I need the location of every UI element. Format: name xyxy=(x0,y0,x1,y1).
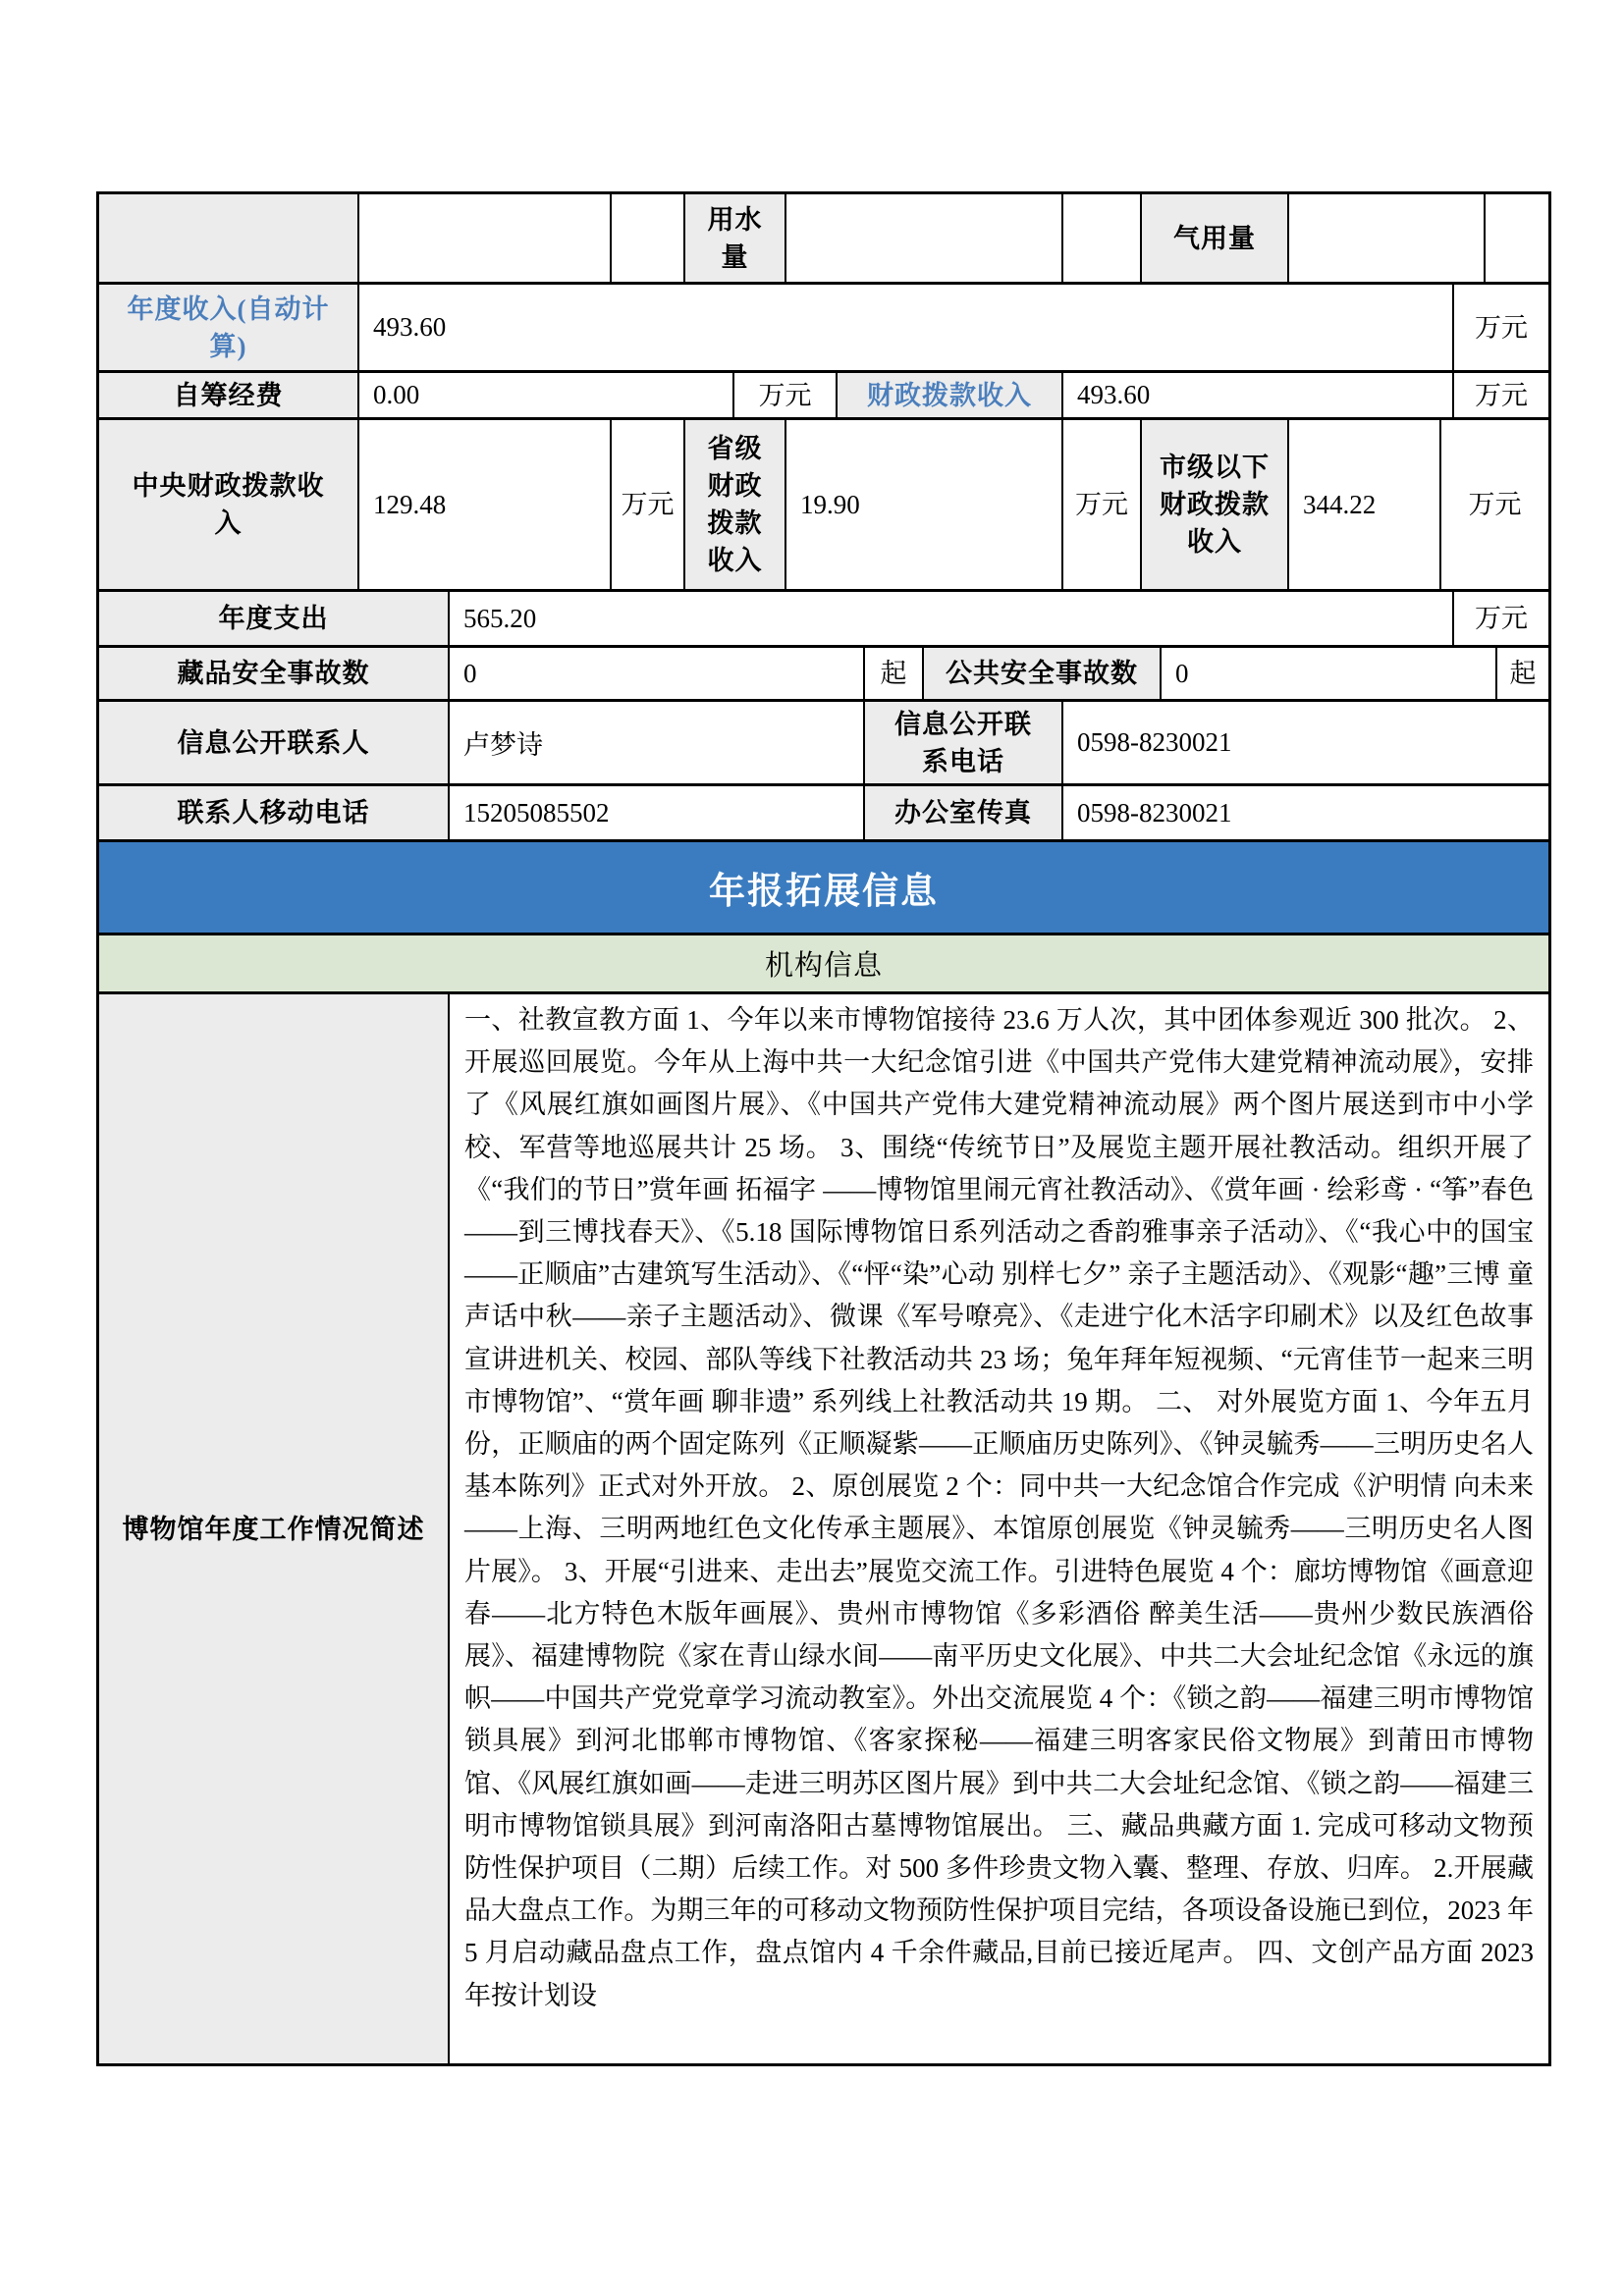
central-fiscal-income-unit: 万元 xyxy=(612,420,685,589)
contact-mobile-phone-value: 15205085502 xyxy=(450,786,865,839)
utilities-empty-label-cell xyxy=(99,194,359,282)
table-row-utilities xyxy=(99,194,1548,285)
central-fiscal-income-value: 129.48 xyxy=(359,420,612,589)
annual-income-label xyxy=(99,285,359,370)
collection-safety-accidents-value: 0 xyxy=(450,648,865,699)
annual-income-value: 493.60 xyxy=(359,285,1454,370)
self-raised-funds-value: 0.00 xyxy=(359,373,734,417)
table-row-mobile-fax xyxy=(99,786,1548,842)
table-row-info-contact xyxy=(99,702,1548,786)
sub-municipal-fiscal-income-label xyxy=(1142,420,1289,589)
collection-safety-accidents-unit: 起 xyxy=(865,648,924,699)
gas-usage-label-text: 气用量 xyxy=(1173,223,1256,253)
info-disclosure-contact-label: 信息公开联系人 xyxy=(99,702,450,783)
provincial-fiscal-income-value: 19.90 xyxy=(786,420,1063,589)
office-fax-label: 办公室传真 xyxy=(865,786,1063,839)
work-summary-text: 一、社教宣教方面 1、今年以来市博物馆接待 23.6 万人次，其中团体参观近 300 批次。 2、开展巡回展览。今年从上海中共一大纪念馆引进《中国共产党伟大建党精神流动展》，安排了《风展红旗如画图片展》、《中国共产党伟大建党精神流动展》两个图片展送到市中小学校、军营等地巡展共计 25 场。 3、围绕“传统节日”及展览主题开展社教活动。组织开展了《“我们的节日”赏年画 拓福字 ——博物馆里闹元宵社教活动》、《赏年画 · 绘彩鸢 · “筝”春色——到三博找春天》、《5.18 国际博物馆日系列活动之香韵雅事亲子活动》、《“我心中的国宝——正顺庙”古建筑写生活动》、《“怦“染”心动 别样七夕” 亲子主题活动》、《观影“趣”三博 童声话中秋——亲子主题活动》、微课《军号嘹亮》、《走进宁化木活字印刷术》以及红色故事宣讲进机关、校园、部队等线下社教活动共 23 场；兔年拜年短视频、“元宵佳节一起来三明市博物馆”、“赏年画 聊非遗” 系列线上社教活动共 19 期。 二、 对外展览方面 1、今年五月份，正顺庙的两个固定陈列《正顺凝紫——正顺庙历史陈列》、《钟灵毓秀——三明历史名人基本陈列》正式对外开放。 2、原创展览 2 个：同中共一大纪念馆合作完成《沪明情 向未来——上海、三明两地红色文化传承主题展》、本馆原创展览《钟灵毓秀——三明历史名人图片展》。 3、开展“引进来、走出去”展览交流工作。引进特色展览 4 个：廊坊博物馆《画意迎春——北方特色木版年画展》、贵州市博物馆《多彩酒俗 醉美生活——贵州少数民族酒俗展》、福建博物院《家在青山绿水间——南平历史文化展》、中共二大会址纪念馆《永远的旗帜——中国共产党党章学习流动教室》。外出交流展览 4 个：《锁之韵——福建三明市博物馆锁具展》到河北邯郸市博物馆、《客家探秘——福建三明客家民俗文物展》到莆田市博物馆、《风展红旗如画——走进三明苏区图片展》到中共二大会址纪念馆、《锁之韵——福建三明市博物馆锁具展》到河南洛阳古墓博物馆展出。 三、藏品典藏方面 1. 完成可移动文物预防性保护项目（二期）后续工作。对 500 多件珍贵文物入囊、整理、存放、归库。 2.开展藏品大盘点工作。为期三年的可移动文物预防性保护项目完结，各项设备设施已到位，2023 年 5 月启动藏品盘点工作，盘点馆内 4 千余件藏品,目前已接近尾声。 四、文创产品方面 2023 年按计划设 xyxy=(464,1005,1534,2010)
table-row-self-raised xyxy=(99,373,1548,420)
info-disclosure-phone-label-text: 信息公开联系电话 xyxy=(894,709,1032,776)
table-row-work-summary xyxy=(99,994,1548,2063)
info-disclosure-contact-value: 卢梦诗 xyxy=(450,702,865,783)
public-safety-accidents-label: 公共安全事故数 xyxy=(924,648,1162,699)
table-row-fiscal-breakdown xyxy=(99,420,1548,592)
water-usage-label-text: 用水量 xyxy=(707,204,763,272)
annual-income-label-text: 年度收入(自动计算) xyxy=(127,294,330,361)
utilities-empty-unit-cell xyxy=(612,194,685,282)
table-row-annual-income xyxy=(99,285,1548,373)
self-raised-funds-unit: 万元 xyxy=(734,373,838,417)
annual-report-extension-banner: 年报拓展信息 xyxy=(99,842,1548,935)
annual-report-table xyxy=(96,191,1551,2066)
fiscal-allocation-income-unit: 万元 xyxy=(1475,380,1528,410)
water-usage-label xyxy=(685,194,786,282)
public-safety-accidents-unit: 起 xyxy=(1509,659,1537,688)
office-fax-value: 0598-8230021 xyxy=(1077,797,1232,828)
central-fiscal-income-label xyxy=(99,420,359,589)
sub-municipal-fiscal-income-value: 344.22 xyxy=(1289,420,1441,589)
public-safety-accidents-value: 0 xyxy=(1162,648,1497,699)
annual-expenditure-unit: 万元 xyxy=(1475,604,1528,633)
table-row-safety-accidents xyxy=(99,648,1548,702)
sub-municipal-fiscal-income-label-text: 市级以下财政拨款收入 xyxy=(1160,453,1270,557)
annual-income-unit: 万元 xyxy=(1475,312,1528,343)
sub-municipal-fiscal-income-unit: 万元 xyxy=(1468,490,1522,519)
work-summary-label: 博物馆年度工作情况简述 xyxy=(99,994,450,2063)
self-raised-funds-label: 自筹经费 xyxy=(99,373,359,417)
table-row-annual-expenditure xyxy=(99,592,1548,648)
gas-usage-label xyxy=(1142,194,1289,282)
utilities-empty-unit-cell xyxy=(1063,194,1142,282)
work-summary-cell xyxy=(450,994,1548,2063)
info-disclosure-phone-value: 0598-8230021 xyxy=(1077,727,1232,757)
collection-safety-accidents-label: 藏品安全事故数 xyxy=(99,648,450,699)
annual-expenditure-value: 565.20 xyxy=(450,592,1454,645)
annual-expenditure-label: 年度支出 xyxy=(99,592,450,645)
central-fiscal-income-label-text: 中央财政拨款收入 xyxy=(132,471,325,538)
water-usage-value xyxy=(786,194,1063,282)
fiscal-allocation-income-value: 493.60 xyxy=(1063,373,1454,417)
contact-mobile-phone-label: 联系人移动电话 xyxy=(99,786,450,839)
provincial-fiscal-income-label xyxy=(685,420,786,589)
fiscal-allocation-income-label: 财政拨款收入 xyxy=(838,373,1063,417)
info-disclosure-phone-label xyxy=(865,702,1063,783)
provincial-fiscal-income-unit: 万元 xyxy=(1063,420,1142,589)
utilities-empty-unit-cell xyxy=(1486,194,1548,282)
institution-info-banner: 机构信息 xyxy=(99,935,1548,994)
provincial-fiscal-income-label-text: 省级财政拨款收入 xyxy=(707,434,763,575)
gas-usage-value xyxy=(1289,194,1486,282)
utilities-empty-value-cell xyxy=(359,194,612,282)
